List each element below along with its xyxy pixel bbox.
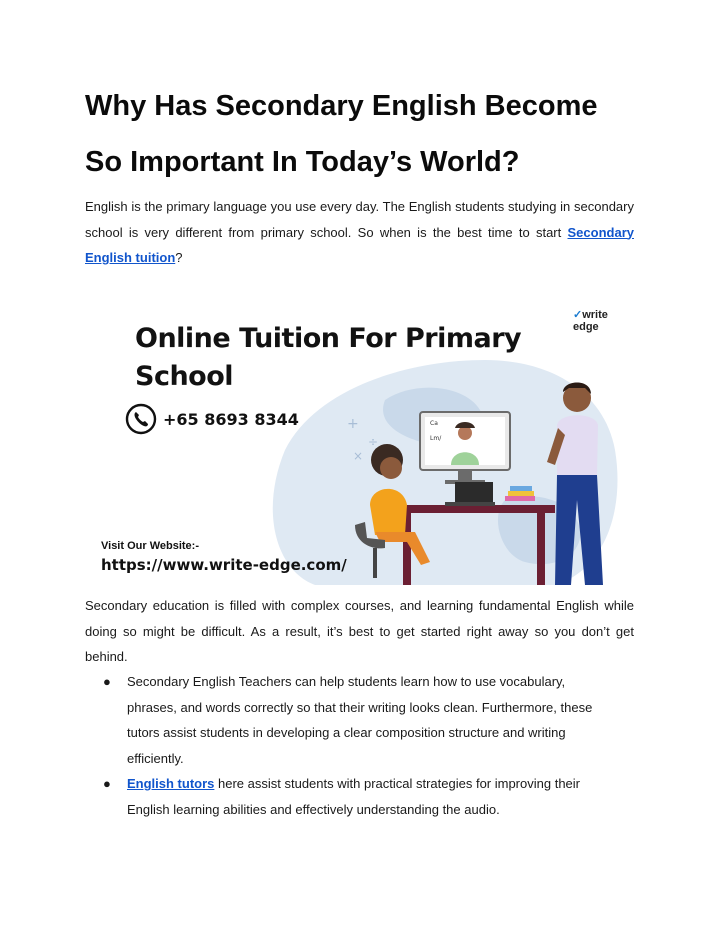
english-tutors-link[interactable]: English tutors [127, 776, 215, 791]
visit-label: Visit Our Website:- [101, 540, 200, 552]
bullet-icon: ● [103, 776, 111, 791]
bullet-text: here assist students with practical strategies for improving their English learning abilities and effectively understanding the audio. [127, 776, 580, 817]
phone-number: +65 8693 8344 [163, 409, 299, 429]
bullet-icon: ● [103, 674, 111, 689]
intro-after-link: ? [175, 250, 183, 265]
bullet-list [85, 669, 634, 822]
promo-phone [125, 403, 299, 435]
svg-text:+: + [347, 416, 359, 432]
promo-image [85, 300, 634, 590]
title-line-1: Why Has Secondary English Become [85, 90, 598, 122]
secondary-english-tuition-link[interactable]: Secondary English tuition [85, 224, 634, 265]
page-title [85, 78, 645, 190]
list-item [85, 771, 634, 822]
write-edge-logo [573, 308, 634, 333]
promo-headline-line-1: Online Tuition For Primary [135, 323, 522, 354]
svg-text:×: × [353, 449, 364, 463]
body-paragraph: Secondary education is filled with complex courses, and learning fundamental English while doing so might be difficult. As a result, it’s best to get started right away so you don’t get behind. [85, 598, 634, 664]
promo-headline-line-2: School [135, 361, 234, 392]
list-item [85, 669, 634, 771]
promo-headline [135, 320, 555, 396]
intro-text: English is the primary language you use every day. The English students studying in secondary school is very different from primary school. So when is the best time to start [85, 199, 634, 240]
brand-mark: ✓ [573, 309, 583, 321]
svg-text:Ca: Ca [430, 420, 438, 427]
svg-text:Lm/: Lm/ [430, 435, 442, 442]
title-line-2: So Important In Today’s World? [85, 146, 520, 178]
svg-text:÷: ÷ [368, 435, 379, 449]
bullet-text: Secondary English Teachers can help students learn how to use vocabulary, phrases, and words correctly so that their writing looks clean. Furthermore, these tutors assist students in developing a clear composition structure and writing efficiently. [127, 674, 593, 766]
phone-icon [125, 403, 157, 435]
website-url: https://www.write-edge.com/ [101, 556, 347, 574]
intro-paragraph [85, 194, 634, 271]
brand-text: write edge [573, 309, 608, 333]
